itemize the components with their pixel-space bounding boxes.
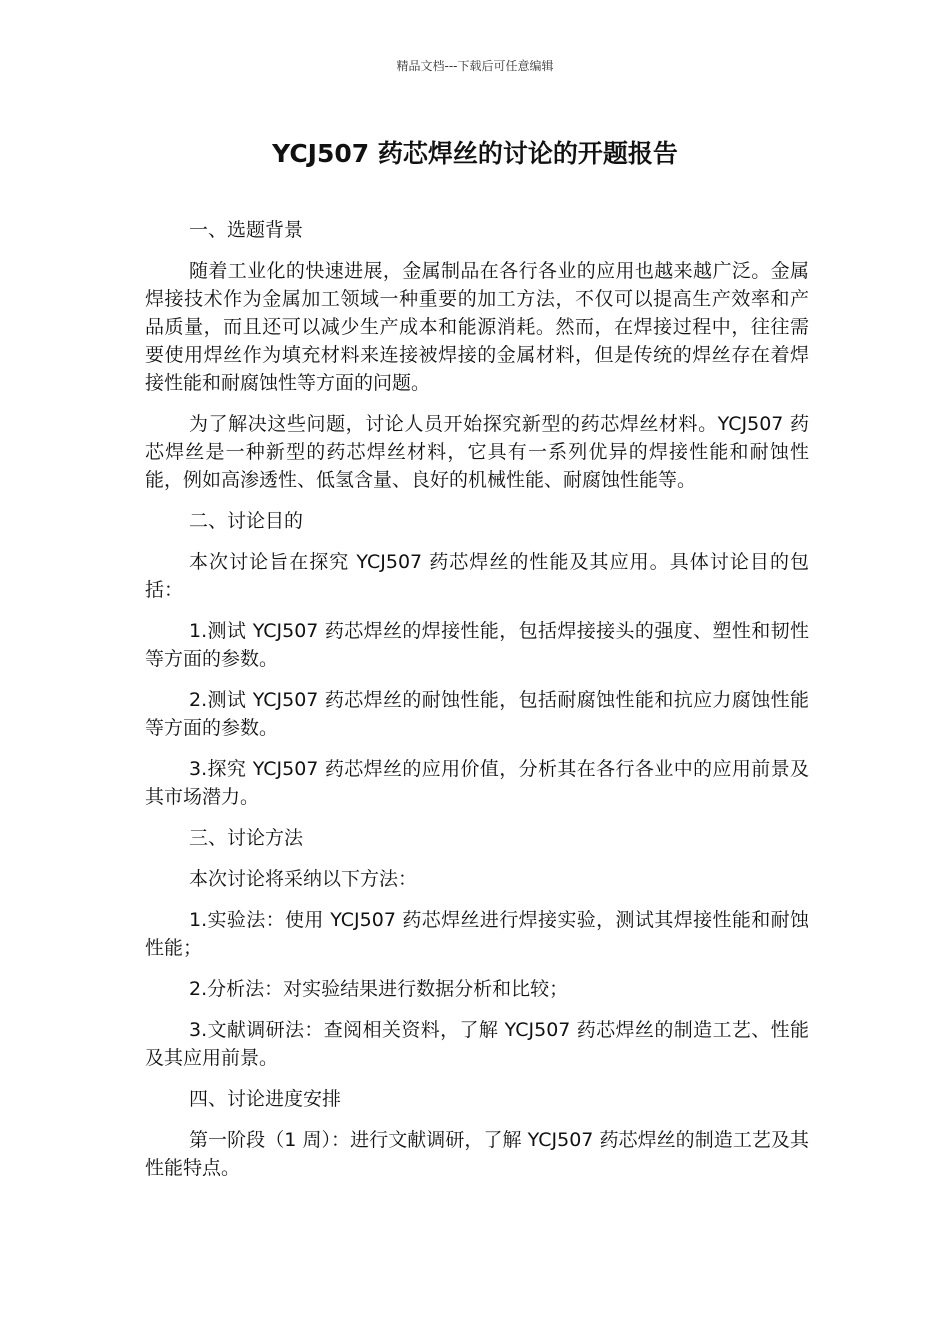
paragraph: 本次讨论旨在探究 YCJ507 药芯焊丝的性能及其应用。具体讨论目的包括：: [145, 551, 809, 601]
list-item: 2.分析法：对实验结果进行数据分析和比较；: [189, 978, 569, 1000]
page-header: 精品文档---下载后可任意编辑: [396, 59, 554, 73]
list-item: 2.测试 YCJ507 药芯焊丝的耐蚀性能，包括耐腐蚀性能和抗应力腐蚀性能等方面的参数。: [145, 689, 809, 739]
section-heading: 一、选题背景: [189, 219, 304, 241]
paragraph: 随着工业化的快速进展，金属制品在各行各业的应用也越来越广泛。金属焊接技术作为金属加工领域一种重要的加工方法，不仅可以提高生产效率和产品质量，而且还可以减少生产成本和能源消耗。然而，在焊接过程中，往往需要使用焊丝作为填充材料来连接被焊接的金属材料，但是传统的焊丝存在着焊接性能和耐腐蚀性等方面的问题。: [145, 260, 809, 394]
list-item: 1.测试 YCJ507 药芯焊丝的焊接性能，包括焊接接头的强度、塑性和韧性等方面的参数。: [145, 620, 809, 670]
paragraph: 为了解决这些问题，讨论人员开始探究新型的药芯焊丝材料。YCJ507 药芯焊丝是一种新型的药芯焊丝材料，它具有一系列优异的焊接性能和耐蚀性能，例如高渗透性、低氢含量、良好的机械性能、耐腐蚀性能等。: [145, 413, 809, 491]
paragraph: 第一阶段（1 周）：进行文献调研，了解 YCJ507 药芯焊丝的制造工艺及其性能特点。: [145, 1129, 809, 1179]
section-heading: 二、讨论目的: [189, 510, 304, 532]
list-item: 3.探究 YCJ507 药芯焊丝的应用价值，分析其在各行各业中的应用前景及其市场潜力。: [145, 758, 809, 808]
document-title: YCJ507 药芯焊丝的讨论的开题报告: [272, 139, 678, 168]
list-item: 3.文献调研法：查阅相关资料，了解 YCJ507 药芯焊丝的制造工艺、性能及其应用前景。: [145, 1019, 809, 1069]
section-methods: [145, 824, 809, 1072]
section-heading: 四、讨论进度安排: [189, 1088, 342, 1110]
section-schedule: [145, 1085, 809, 1182]
section-purpose: [145, 507, 809, 811]
paragraph: 本次讨论将采纳以下方法：: [189, 868, 418, 890]
section-background: [145, 216, 809, 494]
list-item: 1.实验法：使用 YCJ507 药芯焊丝进行焊接实验，测试其焊接性能和耐蚀性能；: [145, 909, 809, 959]
document-body: [145, 216, 809, 1195]
section-heading: 三、讨论方法: [189, 827, 304, 849]
